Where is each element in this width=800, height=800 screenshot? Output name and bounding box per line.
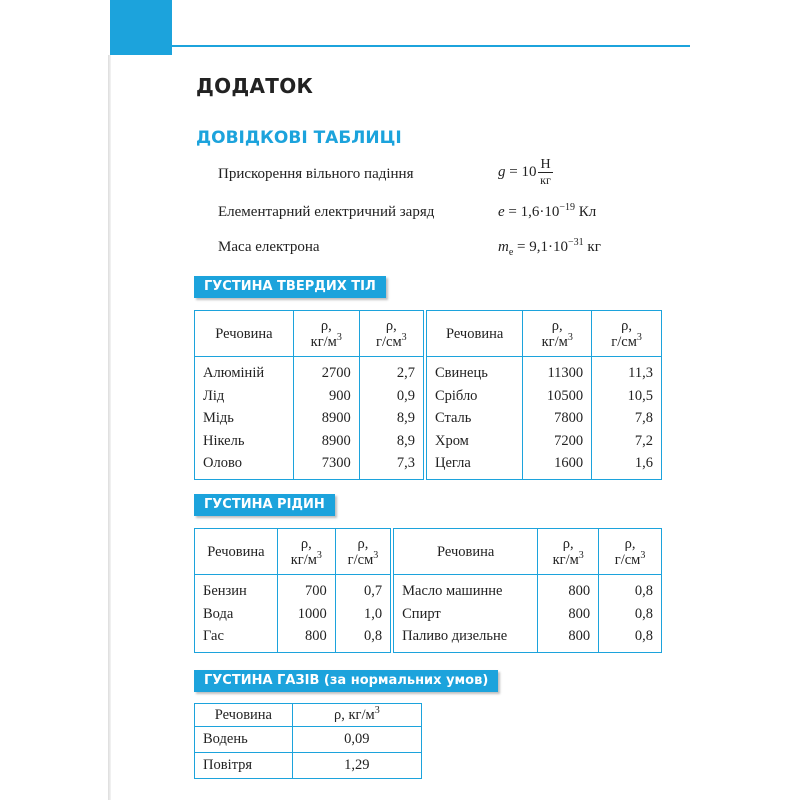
constant-value-gravity: g = 10 $\frac{Н}{кг}$ bbox=[498, 157, 551, 187]
substance-cell: Цегла bbox=[425, 452, 523, 479]
density-g-cell: 0,8 bbox=[634, 605, 653, 622]
section-title: ДОВІДКОВІ ТАБЛИЦІ bbox=[196, 128, 402, 148]
page-edge bbox=[108, 55, 111, 800]
substance-cell: Сталь bbox=[425, 407, 523, 430]
header-kg-m3: ρ, $кг/м^3$ bbox=[277, 529, 335, 575]
substance-cell: Алюміній bbox=[195, 357, 294, 385]
density-g-cell: 7,2 bbox=[634, 432, 653, 449]
density-g-cell: 7,3 bbox=[359, 452, 425, 479]
substance-cell: Хром bbox=[425, 430, 523, 453]
density-kg-cell: 10500 bbox=[523, 385, 592, 408]
density-kg-cell: 1,29 bbox=[292, 753, 421, 779]
density-kg-cell: 0,09 bbox=[292, 727, 421, 753]
density-g-cell: 0,8 bbox=[634, 628, 653, 644]
table-row bbox=[195, 357, 662, 385]
density-kg-cell: 1000 bbox=[277, 603, 335, 626]
table-row bbox=[195, 603, 662, 626]
density-g-cell: 0,8 bbox=[634, 583, 653, 599]
table-row bbox=[195, 452, 662, 479]
density-kg-cell: 900 bbox=[293, 385, 359, 408]
substance-cell: Спирт bbox=[392, 603, 538, 626]
page-title: ДОДАТОК bbox=[196, 74, 314, 98]
density-g-cell: 11,3 bbox=[628, 365, 653, 381]
density-g-cell: 7,8 bbox=[634, 410, 653, 426]
gases-table bbox=[194, 703, 422, 779]
substance-cell: Лід bbox=[195, 385, 294, 408]
density-kg-cell: 2700 bbox=[293, 357, 359, 385]
density-g-cell: 0,9 bbox=[359, 385, 425, 408]
header-g-cm3: ρ, $г/см^3$ bbox=[599, 529, 662, 575]
substance-cell: Паливо дизельне bbox=[392, 625, 538, 652]
substance-cell: Олово bbox=[195, 452, 294, 479]
density-kg-cell: 7200 bbox=[523, 430, 592, 453]
header-g-cm3: ρ, $г/см^3$ bbox=[335, 529, 392, 575]
header-substance: Речовина bbox=[195, 311, 294, 357]
substance-cell: Повітря bbox=[195, 753, 293, 779]
substance-cell: Свинець bbox=[425, 357, 523, 385]
table-row bbox=[195, 407, 662, 430]
density-kg-cell: 700 bbox=[277, 575, 335, 603]
density-g-cell: 10,5 bbox=[627, 387, 653, 404]
table-row bbox=[195, 625, 662, 652]
header-kg-m3: ρ, $кг/м^3$ bbox=[523, 311, 592, 357]
substance-cell: Масло машинне bbox=[392, 575, 538, 603]
density-kg-cell: 800 bbox=[277, 625, 335, 652]
density-g-cell: 8,9 bbox=[359, 407, 425, 430]
table-row bbox=[195, 727, 422, 753]
substance-cell: Водень bbox=[195, 727, 293, 753]
density-kg-cell: 800 bbox=[538, 575, 599, 603]
density-g-cell: 8,9 bbox=[359, 430, 425, 453]
substance-cell: Нікель bbox=[195, 430, 294, 453]
header-substance: Речовина bbox=[425, 311, 523, 357]
solids-banner: ГУСТИНА ТВЕРДИХ ТІЛ bbox=[194, 276, 386, 298]
density-g-cell: 2,7 bbox=[359, 357, 425, 385]
density-g-cell: 0,8 bbox=[335, 625, 392, 652]
table-row bbox=[195, 575, 662, 603]
density-kg-cell: 7300 bbox=[293, 452, 359, 479]
header-substance: Речовина bbox=[392, 529, 538, 575]
constant-label-electron-mass: Маса електрона bbox=[218, 239, 320, 255]
density-kg-cell: 7800 bbox=[523, 407, 592, 430]
constant-value-electron-mass: $m_e = 9,1\cdot 10^{-31}$ кг bbox=[498, 237, 601, 258]
gases-banner: ГУСТИНА ГАЗІВ (за нормальних умов) bbox=[194, 670, 498, 692]
constant-value-charge: $e = 1,6\cdot 10^{-19}$ Кл bbox=[498, 202, 597, 220]
header-g-cm3: ρ, $г/см^3$ bbox=[592, 311, 662, 357]
density-g-cell: 1,6 bbox=[634, 455, 653, 471]
header-kg-m3: ρ, $кг/м^3$ bbox=[293, 311, 359, 357]
substance-cell: Срібло bbox=[425, 385, 523, 408]
header-substance: Речовина bbox=[195, 529, 278, 575]
density-kg-cell: 11300 bbox=[523, 357, 592, 385]
header-kg-m3: ρ, $кг/м^3$ bbox=[538, 529, 599, 575]
constant-label-gravity: Прискорення вільного падіння bbox=[218, 166, 414, 182]
solids-table bbox=[194, 310, 662, 480]
table-row bbox=[195, 753, 422, 779]
header-g-cm3: ρ, $г/см^3$ bbox=[359, 311, 425, 357]
constant-label-charge: Елементарний електричний заряд bbox=[218, 204, 435, 220]
density-g-cell: 0,7 bbox=[335, 575, 392, 603]
top-rule bbox=[110, 45, 690, 47]
density-g-cell: 1,0 bbox=[335, 603, 392, 626]
liquids-table bbox=[194, 528, 662, 653]
density-kg-cell: 8900 bbox=[293, 407, 359, 430]
header-kg-m3: ρ, $кг/м^3$ bbox=[292, 704, 421, 727]
substance-cell: Бензин bbox=[195, 575, 278, 603]
density-kg-cell: 8900 bbox=[293, 430, 359, 453]
density-kg-cell: 800 bbox=[538, 603, 599, 626]
density-kg-cell: 1600 bbox=[523, 452, 592, 479]
substance-cell: Мідь bbox=[195, 407, 294, 430]
density-kg-cell: 800 bbox=[538, 625, 599, 652]
table-row bbox=[195, 430, 662, 453]
substance-cell: Гас bbox=[195, 625, 278, 652]
substance-cell: Вода bbox=[195, 603, 278, 626]
liquids-banner: ГУСТИНА РІДИН bbox=[194, 494, 335, 516]
header-substance: Речовина bbox=[195, 704, 293, 727]
table-row bbox=[195, 385, 662, 408]
